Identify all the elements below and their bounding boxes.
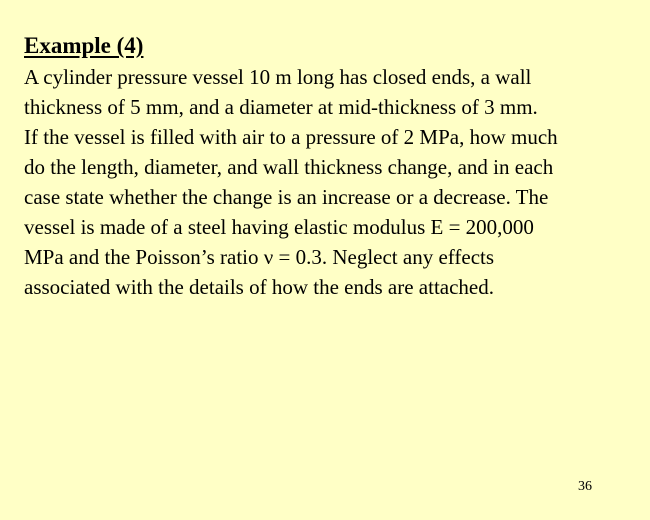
page-number: 36 [578, 479, 592, 494]
problem-line: case state whether the change is an increase or a decrease. The [24, 185, 549, 209]
problem-line: associated with the details of how the ends are attached. [24, 275, 494, 299]
problem-line: do the length, diameter, and wall thickness change, and in each [24, 155, 554, 179]
problem-line: MPa and the Poisson’s ratio ν = 0.3. Neglect any effects [24, 245, 495, 269]
problem-statement [24, 62, 634, 302]
problem-line: A cylinder pressure vessel 10 m long has closed ends, a wall [24, 65, 532, 89]
slide-title: Example (4) [24, 33, 144, 58]
problem-line: thickness of 5 mm, and a diameter at mid-thickness of 3 mm. [24, 95, 538, 119]
problem-line: vessel is made of a steel having elastic modulus E = 200,000 [24, 215, 534, 239]
problem-line: If the vessel is filled with air to a pressure of 2 MPa, how much [24, 125, 558, 149]
